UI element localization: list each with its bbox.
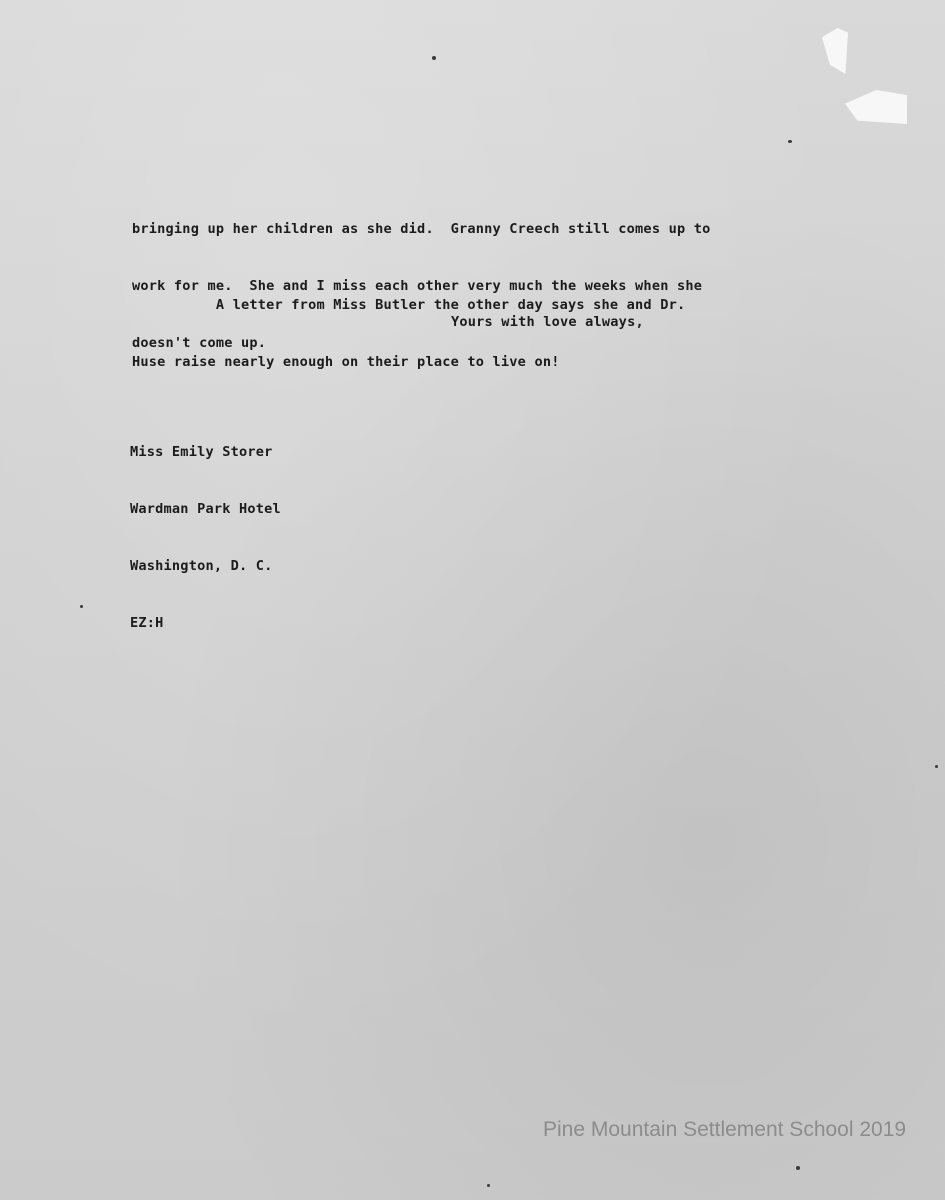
paper-speck bbox=[80, 605, 83, 608]
reference-initials: EZ:H bbox=[130, 615, 164, 631]
text-line: bringing up her children as she did. Granny Creech still comes up to bbox=[132, 221, 711, 237]
paper-speck bbox=[796, 1166, 800, 1170]
paper-speck bbox=[935, 765, 938, 768]
body-paragraph-2 bbox=[132, 258, 685, 410]
text-line: Huse raise nearly enough on their place to live on! bbox=[132, 354, 560, 370]
paper-speck bbox=[487, 1184, 490, 1187]
torn-corner-middle bbox=[845, 90, 907, 124]
paper-speck bbox=[788, 140, 792, 143]
text-line: A letter from Miss Butler the other day says she and Dr. bbox=[132, 297, 686, 313]
paper-speck bbox=[432, 56, 436, 60]
recipient-address bbox=[130, 405, 281, 671]
recipient-city: Washington, D. C. bbox=[130, 558, 273, 574]
closing-salutation: Yours with love always, bbox=[451, 314, 644, 330]
watermark: Pine Mountain Settlement School 2019 bbox=[543, 1118, 907, 1141]
text-line: doesn't come up. bbox=[132, 335, 267, 351]
text-line: work for me. She and I miss each other very much the weeks when she bbox=[132, 278, 703, 294]
torn-corner-top bbox=[822, 28, 848, 74]
recipient-hotel: Wardman Park Hotel bbox=[130, 501, 281, 517]
recipient-name: Miss Emily Storer bbox=[130, 444, 273, 460]
